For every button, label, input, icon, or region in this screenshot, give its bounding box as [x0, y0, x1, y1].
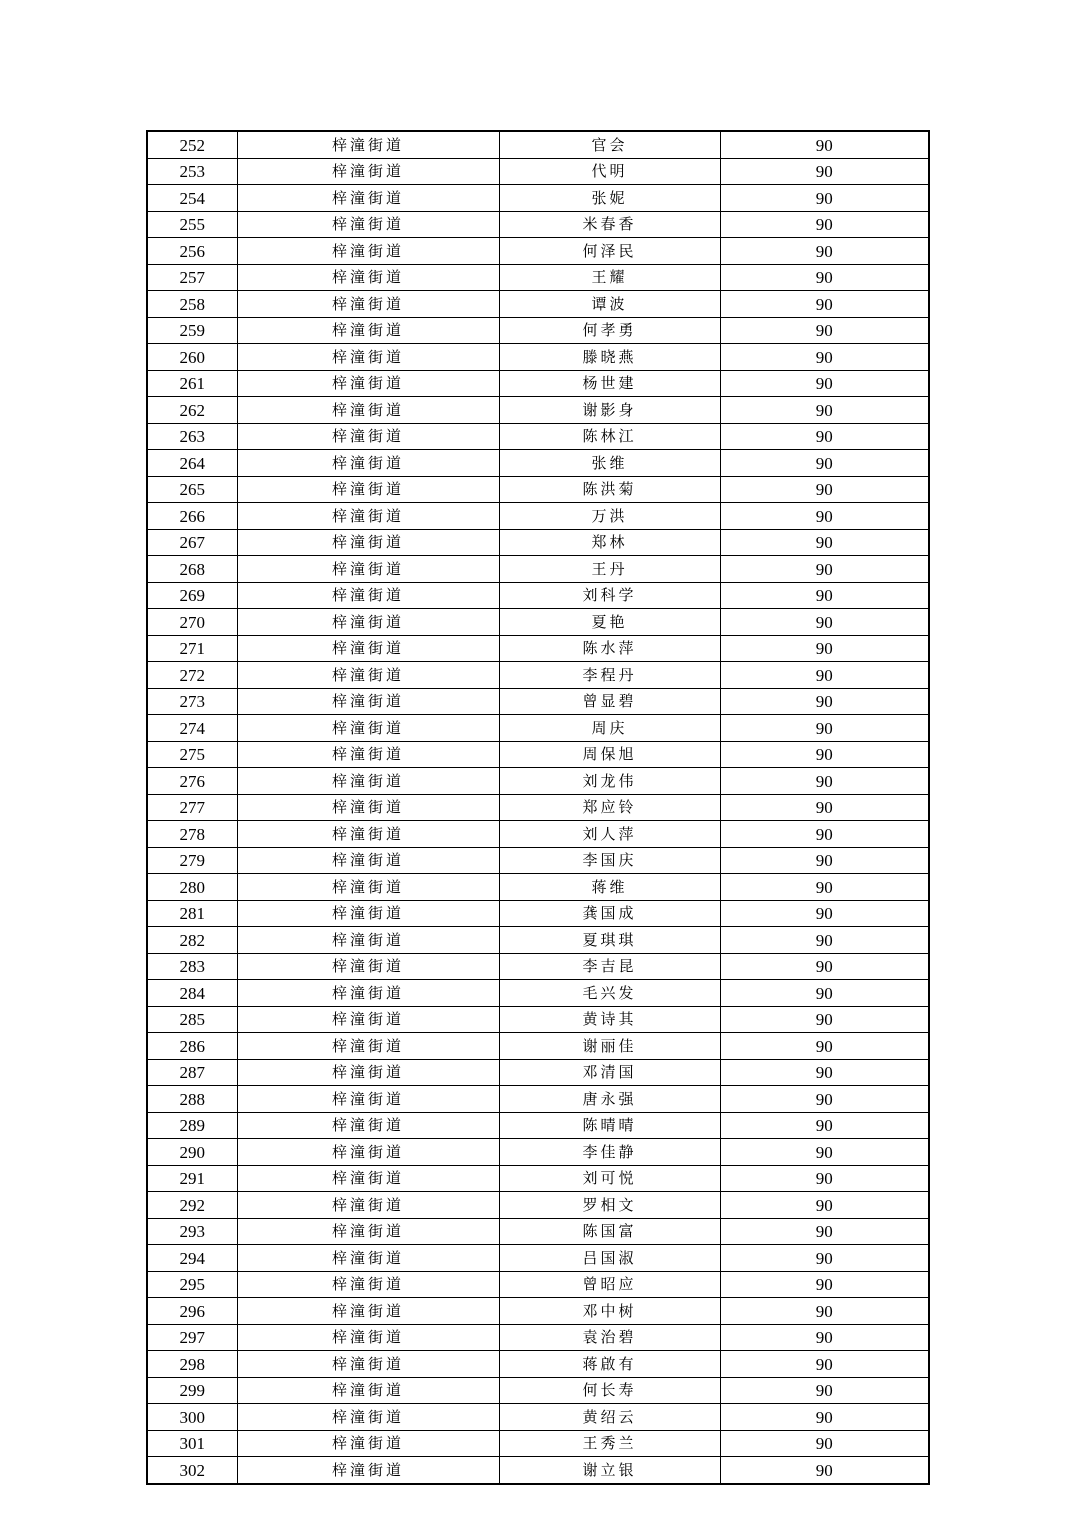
table-row: [147, 980, 929, 1007]
person-name-cell: 李吉昆: [499, 953, 720, 980]
row-number-cell: 276: [147, 768, 237, 795]
table-row: [147, 503, 929, 530]
table-row: [147, 211, 929, 238]
person-name-cell: 郑林: [499, 529, 720, 556]
table-row: [147, 291, 929, 318]
score-cell: 90: [720, 476, 929, 503]
score-cell: 90: [720, 953, 929, 980]
row-number-cell: 255: [147, 211, 237, 238]
table-row: [147, 609, 929, 636]
row-number-cell: 259: [147, 317, 237, 344]
row-number-cell: 290: [147, 1139, 237, 1166]
person-name-cell: 曾昭应: [499, 1271, 720, 1298]
street-cell: 梓潼街道: [237, 927, 499, 954]
score-cell: 90: [720, 741, 929, 768]
person-name-cell: 周庆: [499, 715, 720, 742]
person-name-cell: 谭波: [499, 291, 720, 318]
row-number-cell: 261: [147, 370, 237, 397]
person-name-cell: 谢影身: [499, 397, 720, 424]
table-row: [147, 1086, 929, 1113]
person-name-cell: 黄绍云: [499, 1404, 720, 1431]
score-cell: 90: [720, 185, 929, 212]
person-name-cell: 官会: [499, 131, 720, 158]
street-cell: 梓潼街道: [237, 980, 499, 1007]
score-cell: 90: [720, 1006, 929, 1033]
person-name-cell: 张妮: [499, 185, 720, 212]
score-cell: 90: [720, 1377, 929, 1404]
table-row: [147, 635, 929, 662]
person-name-cell: 李国庆: [499, 847, 720, 874]
person-name-cell: 周保旭: [499, 741, 720, 768]
person-name-cell: 代明: [499, 158, 720, 185]
row-number-cell: 272: [147, 662, 237, 689]
person-name-cell: 陈水萍: [499, 635, 720, 662]
street-cell: 梓潼街道: [237, 715, 499, 742]
street-cell: 梓潼街道: [237, 476, 499, 503]
person-name-cell: 龚国成: [499, 900, 720, 927]
row-number-cell: 266: [147, 503, 237, 530]
street-cell: 梓潼街道: [237, 291, 499, 318]
score-cell: 90: [720, 291, 929, 318]
score-cell: 90: [720, 768, 929, 795]
row-number-cell: 295: [147, 1271, 237, 1298]
row-number-cell: 282: [147, 927, 237, 954]
table-row: [147, 556, 929, 583]
row-number-cell: 267: [147, 529, 237, 556]
row-number-cell: 287: [147, 1059, 237, 1086]
person-name-cell: 唐永强: [499, 1086, 720, 1113]
score-cell: 90: [720, 450, 929, 477]
table-row: [147, 847, 929, 874]
person-name-cell: 郑应铃: [499, 794, 720, 821]
row-number-cell: 279: [147, 847, 237, 874]
table-row: [147, 715, 929, 742]
person-name-cell: 蒋维: [499, 874, 720, 901]
street-cell: 梓潼街道: [237, 1192, 499, 1219]
person-name-cell: 谢丽佳: [499, 1033, 720, 1060]
table-row: [147, 158, 929, 185]
score-cell: 90: [720, 370, 929, 397]
street-cell: 梓潼街道: [237, 1271, 499, 1298]
table-row: [147, 1245, 929, 1272]
score-cell: 90: [720, 874, 929, 901]
score-cell: 90: [720, 1404, 929, 1431]
street-cell: 梓潼街道: [237, 1006, 499, 1033]
table-row: [147, 1033, 929, 1060]
score-cell: 90: [720, 1351, 929, 1378]
table-row: [147, 131, 929, 158]
person-name-cell: 曾显碧: [499, 688, 720, 715]
table-row: [147, 529, 929, 556]
person-name-cell: 王耀: [499, 264, 720, 291]
table-row: [147, 1059, 929, 1086]
score-cell: 90: [720, 1033, 929, 1060]
row-number-cell: 280: [147, 874, 237, 901]
street-cell: 梓潼街道: [237, 768, 499, 795]
row-number-cell: 252: [147, 131, 237, 158]
person-name-cell: 王秀兰: [499, 1430, 720, 1457]
row-number-cell: 264: [147, 450, 237, 477]
table-row: [147, 794, 929, 821]
table-row: [147, 741, 929, 768]
person-name-cell: 刘科学: [499, 582, 720, 609]
person-name-cell: 夏琪琪: [499, 927, 720, 954]
person-name-cell: 吕国淑: [499, 1245, 720, 1272]
street-cell: 梓潼街道: [237, 1059, 499, 1086]
street-cell: 梓潼街道: [237, 688, 499, 715]
score-cell: 90: [720, 1430, 929, 1457]
table-row: [147, 344, 929, 371]
row-number-cell: 301: [147, 1430, 237, 1457]
score-cell: 90: [720, 1298, 929, 1325]
person-name-cell: 邓清国: [499, 1059, 720, 1086]
street-cell: 梓潼街道: [237, 1218, 499, 1245]
row-number-cell: 296: [147, 1298, 237, 1325]
person-name-cell: 米春香: [499, 211, 720, 238]
table-row: [147, 1165, 929, 1192]
table-row: [147, 927, 929, 954]
row-number-cell: 294: [147, 1245, 237, 1272]
score-cell: 90: [720, 582, 929, 609]
score-cell: 90: [720, 900, 929, 927]
table-row: [147, 582, 929, 609]
table-row: [147, 1192, 929, 1219]
score-cell: 90: [720, 715, 929, 742]
street-cell: 梓潼街道: [237, 953, 499, 980]
row-number-cell: 271: [147, 635, 237, 662]
street-cell: 梓潼街道: [237, 1324, 499, 1351]
person-name-cell: 刘可悦: [499, 1165, 720, 1192]
row-number-cell: 275: [147, 741, 237, 768]
person-name-cell: 罗相文: [499, 1192, 720, 1219]
person-name-cell: 何泽民: [499, 238, 720, 265]
table-row: [147, 1271, 929, 1298]
person-name-cell: 陈林江: [499, 423, 720, 450]
score-cell: 90: [720, 238, 929, 265]
street-cell: 梓潼街道: [237, 131, 499, 158]
score-cell: 90: [720, 794, 929, 821]
person-name-cell: 蒋啟有: [499, 1351, 720, 1378]
row-number-cell: 293: [147, 1218, 237, 1245]
street-cell: 梓潼街道: [237, 1139, 499, 1166]
row-number-cell: 302: [147, 1457, 237, 1484]
street-cell: 梓潼街道: [237, 847, 499, 874]
table-row: [147, 238, 929, 265]
street-cell: 梓潼街道: [237, 1351, 499, 1378]
street-cell: 梓潼街道: [237, 423, 499, 450]
row-number-cell: 291: [147, 1165, 237, 1192]
person-name-cell: 刘龙伟: [499, 768, 720, 795]
street-cell: 梓潼街道: [237, 1165, 499, 1192]
table-row: [147, 662, 929, 689]
table-row: [147, 423, 929, 450]
street-cell: 梓潼街道: [237, 450, 499, 477]
table-row: [147, 874, 929, 901]
score-cell: 90: [720, 131, 929, 158]
street-cell: 梓潼街道: [237, 1033, 499, 1060]
table-row: [147, 1457, 929, 1484]
person-name-cell: 黄诗其: [499, 1006, 720, 1033]
row-number-cell: 284: [147, 980, 237, 1007]
street-cell: 梓潼街道: [237, 238, 499, 265]
row-number-cell: 254: [147, 185, 237, 212]
street-cell: 梓潼街道: [237, 529, 499, 556]
street-cell: 梓潼街道: [237, 397, 499, 424]
person-name-cell: 谢立银: [499, 1457, 720, 1484]
street-cell: 梓潼街道: [237, 635, 499, 662]
street-cell: 梓潼街道: [237, 211, 499, 238]
person-name-cell: 陈国富: [499, 1218, 720, 1245]
score-cell: 90: [720, 1245, 929, 1272]
score-cell: 90: [720, 1086, 929, 1113]
table-row: [147, 264, 929, 291]
street-cell: 梓潼街道: [237, 1245, 499, 1272]
row-number-cell: 253: [147, 158, 237, 185]
street-cell: 梓潼街道: [237, 1298, 499, 1325]
roster-table: [146, 130, 930, 1485]
table-row: [147, 476, 929, 503]
row-number-cell: 268: [147, 556, 237, 583]
street-cell: 梓潼街道: [237, 1377, 499, 1404]
person-name-cell: 滕晓燕: [499, 344, 720, 371]
row-number-cell: 299: [147, 1377, 237, 1404]
score-cell: 90: [720, 927, 929, 954]
street-cell: 梓潼街道: [237, 503, 499, 530]
table-row: [147, 821, 929, 848]
street-cell: 梓潼街道: [237, 821, 499, 848]
street-cell: 梓潼街道: [237, 1086, 499, 1113]
score-cell: 90: [720, 1059, 929, 1086]
row-number-cell: 283: [147, 953, 237, 980]
table-row: [147, 953, 929, 980]
street-cell: 梓潼街道: [237, 609, 499, 636]
street-cell: 梓潼街道: [237, 556, 499, 583]
table-row: [147, 688, 929, 715]
row-number-cell: 270: [147, 609, 237, 636]
row-number-cell: 265: [147, 476, 237, 503]
person-name-cell: 刘人萍: [499, 821, 720, 848]
score-cell: 90: [720, 662, 929, 689]
table-row: [147, 900, 929, 927]
score-cell: 90: [720, 1324, 929, 1351]
person-name-cell: 杨世建: [499, 370, 720, 397]
table-row: [147, 1006, 929, 1033]
row-number-cell: 286: [147, 1033, 237, 1060]
row-number-cell: 273: [147, 688, 237, 715]
table-row: [147, 1324, 929, 1351]
score-cell: 90: [720, 1457, 929, 1484]
street-cell: 梓潼街道: [237, 1404, 499, 1431]
table-row: [147, 1218, 929, 1245]
row-number-cell: 297: [147, 1324, 237, 1351]
score-cell: 90: [720, 1165, 929, 1192]
score-cell: 90: [720, 317, 929, 344]
table-row: [147, 1298, 929, 1325]
table-row: [147, 1112, 929, 1139]
score-cell: 90: [720, 821, 929, 848]
row-number-cell: 289: [147, 1112, 237, 1139]
table-row: [147, 768, 929, 795]
person-name-cell: 万洪: [499, 503, 720, 530]
score-cell: 90: [720, 847, 929, 874]
street-cell: 梓潼街道: [237, 185, 499, 212]
roster-table-body: [147, 131, 929, 1484]
person-name-cell: 李佳静: [499, 1139, 720, 1166]
table-row: [147, 450, 929, 477]
score-cell: 90: [720, 556, 929, 583]
row-number-cell: 263: [147, 423, 237, 450]
person-name-cell: 陈洪菊: [499, 476, 720, 503]
table-row: [147, 397, 929, 424]
score-cell: 90: [720, 529, 929, 556]
row-number-cell: 256: [147, 238, 237, 265]
score-cell: 90: [720, 1192, 929, 1219]
table-row: [147, 1139, 929, 1166]
row-number-cell: 262: [147, 397, 237, 424]
score-cell: 90: [720, 1139, 929, 1166]
person-name-cell: 夏艳: [499, 609, 720, 636]
table-row: [147, 1377, 929, 1404]
street-cell: 梓潼街道: [237, 900, 499, 927]
score-cell: 90: [720, 423, 929, 450]
score-cell: 90: [720, 158, 929, 185]
score-cell: 90: [720, 1112, 929, 1139]
street-cell: 梓潼街道: [237, 582, 499, 609]
score-cell: 90: [720, 211, 929, 238]
row-number-cell: 292: [147, 1192, 237, 1219]
street-cell: 梓潼街道: [237, 344, 499, 371]
row-number-cell: 285: [147, 1006, 237, 1033]
row-number-cell: 278: [147, 821, 237, 848]
table-row: [147, 1430, 929, 1457]
street-cell: 梓潼街道: [237, 1112, 499, 1139]
row-number-cell: 257: [147, 264, 237, 291]
row-number-cell: 281: [147, 900, 237, 927]
street-cell: 梓潼街道: [237, 1457, 499, 1484]
score-cell: 90: [720, 688, 929, 715]
street-cell: 梓潼街道: [237, 1430, 499, 1457]
score-cell: 90: [720, 635, 929, 662]
person-name-cell: 袁治碧: [499, 1324, 720, 1351]
street-cell: 梓潼街道: [237, 741, 499, 768]
street-cell: 梓潼街道: [237, 158, 499, 185]
row-number-cell: 269: [147, 582, 237, 609]
score-cell: 90: [720, 264, 929, 291]
row-number-cell: 277: [147, 794, 237, 821]
row-number-cell: 288: [147, 1086, 237, 1113]
person-name-cell: 李程丹: [499, 662, 720, 689]
row-number-cell: 274: [147, 715, 237, 742]
person-name-cell: 张维: [499, 450, 720, 477]
table-row: [147, 1404, 929, 1431]
score-cell: 90: [720, 1271, 929, 1298]
street-cell: 梓潼街道: [237, 794, 499, 821]
person-name-cell: 何长寿: [499, 1377, 720, 1404]
street-cell: 梓潼街道: [237, 370, 499, 397]
table-row: [147, 317, 929, 344]
score-cell: 90: [720, 397, 929, 424]
score-cell: 90: [720, 503, 929, 530]
row-number-cell: 300: [147, 1404, 237, 1431]
person-name-cell: 邓中树: [499, 1298, 720, 1325]
street-cell: 梓潼街道: [237, 874, 499, 901]
row-number-cell: 298: [147, 1351, 237, 1378]
score-cell: 90: [720, 980, 929, 1007]
street-cell: 梓潼街道: [237, 317, 499, 344]
person-name-cell: 王丹: [499, 556, 720, 583]
person-name-cell: 毛兴发: [499, 980, 720, 1007]
table-row: [147, 370, 929, 397]
person-name-cell: 何孝勇: [499, 317, 720, 344]
table-row: [147, 185, 929, 212]
row-number-cell: 258: [147, 291, 237, 318]
street-cell: 梓潼街道: [237, 662, 499, 689]
row-number-cell: 260: [147, 344, 237, 371]
score-cell: 90: [720, 344, 929, 371]
street-cell: 梓潼街道: [237, 264, 499, 291]
score-cell: 90: [720, 1218, 929, 1245]
score-cell: 90: [720, 609, 929, 636]
table-row: [147, 1351, 929, 1378]
person-name-cell: 陈晴晴: [499, 1112, 720, 1139]
